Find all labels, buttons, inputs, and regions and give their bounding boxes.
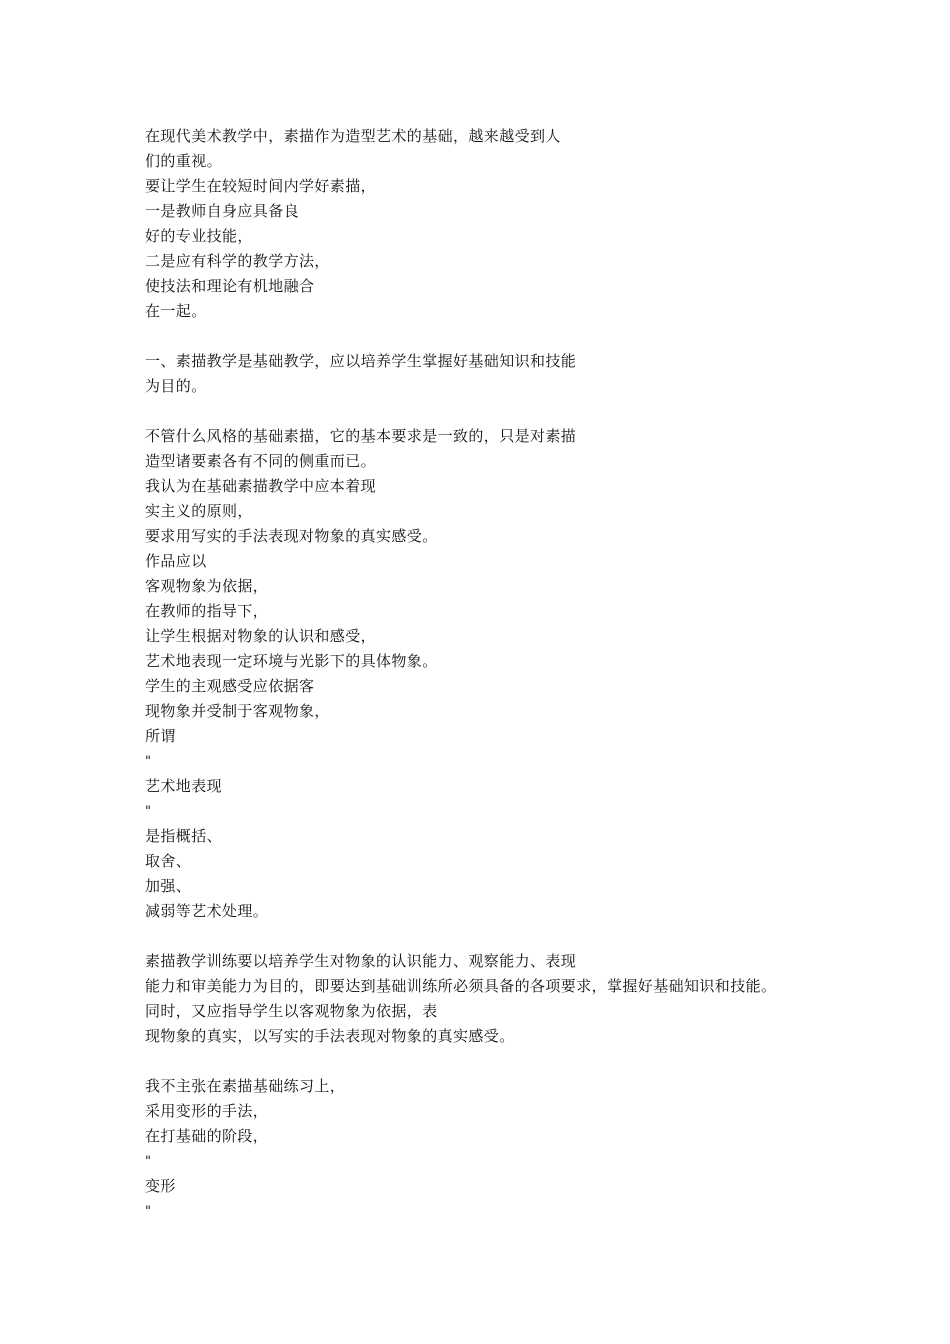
text-line: 客观物象为依据， (145, 577, 269, 595)
paragraph-realism (145, 424, 935, 924)
paragraph-section-heading (145, 349, 935, 399)
text-line: 在教师的指导下， (145, 602, 269, 620)
text-line: 我认为在基础素描教学中应本着现 (145, 477, 377, 495)
text-line: 加强、 (145, 877, 192, 895)
text-line: 造型诸要素各有不同的侧重而已。 (145, 452, 377, 470)
text-line: 二是应有科学的教学方法， (145, 252, 330, 270)
text-line: 让学生根据对物象的认识和感受， (145, 627, 377, 645)
text-line: 艺术地表现一定环境与光影下的具体物象。 (145, 652, 438, 670)
text-line: 取舍、 (145, 852, 192, 870)
text-line: 作品应以 (145, 552, 207, 570)
text-line: 为目的。 (145, 377, 207, 395)
text-line: 在一起。 (145, 302, 207, 320)
text-line: 一是教师自身应具备良 (145, 202, 300, 220)
text-line: 所谓 (145, 727, 176, 745)
paragraph-intro (145, 124, 935, 324)
quote-mark: " (145, 754, 151, 769)
text-line: 不管什么风格的基础素描，它的基本要求是一致的，只是对素描 (145, 427, 577, 445)
text-line: 能力和审美能力为目的，即要达到基础训练所必须具备的各项要求，掌握好基础知识和技能。 (145, 977, 777, 995)
text-line: 好的专业技能， (145, 227, 253, 245)
text-line: 在现代美术教学中，素描作为造型艺术的基础，越来越受到人 (145, 127, 561, 145)
text-line: 艺术地表现 (145, 777, 223, 795)
text-line: 同时，又应指导学生以客观物象为依据，表 (145, 1002, 438, 1020)
paragraph-training-goals (145, 949, 935, 1049)
text-line: 变形 (145, 1177, 176, 1195)
text-line: 素描教学训练要以培养学生对物象的认识能力、观察能力、表现 (145, 952, 577, 970)
text-line: 们的重视。 (145, 152, 223, 170)
text-line: 学生的主观感受应依据客 (145, 677, 315, 695)
text-line: 要求用写实的手法表现对物象的真实感受。 (145, 527, 438, 545)
quote-mark: " (145, 1204, 151, 1219)
text-line: 在打基础的阶段， (145, 1127, 269, 1145)
text-line: 采用变形的手法， (145, 1102, 269, 1120)
text-line: 现物象的真实，以写实的手法表现对物象的真实感受。 (145, 1027, 515, 1045)
text-line: 实主义的原则， (145, 502, 253, 520)
text-line: 我不主张在素描基础练习上， (145, 1077, 346, 1095)
quote-mark: " (145, 1154, 151, 1169)
paragraph-gap (145, 399, 935, 424)
text-line: 减弱等艺术处理。 (145, 902, 269, 920)
text-line: 现物象并受制于客观物象， (145, 702, 330, 720)
paragraph-gap (145, 324, 935, 349)
text-line: 使技法和理论有机地融合 (145, 277, 315, 295)
text-line: 要让学生在较短时间内学好素描， (145, 177, 377, 195)
text-line: 一、素描教学是基础教学，应以培养学生掌握好基础知识和技能 (145, 352, 577, 370)
quote-mark: " (145, 804, 151, 819)
text-line: 是指概括、 (145, 827, 223, 845)
paragraph-deformation (145, 1074, 935, 1224)
paragraph-gap (145, 1049, 935, 1074)
paragraph-gap (145, 924, 935, 949)
document-page (145, 124, 935, 1224)
